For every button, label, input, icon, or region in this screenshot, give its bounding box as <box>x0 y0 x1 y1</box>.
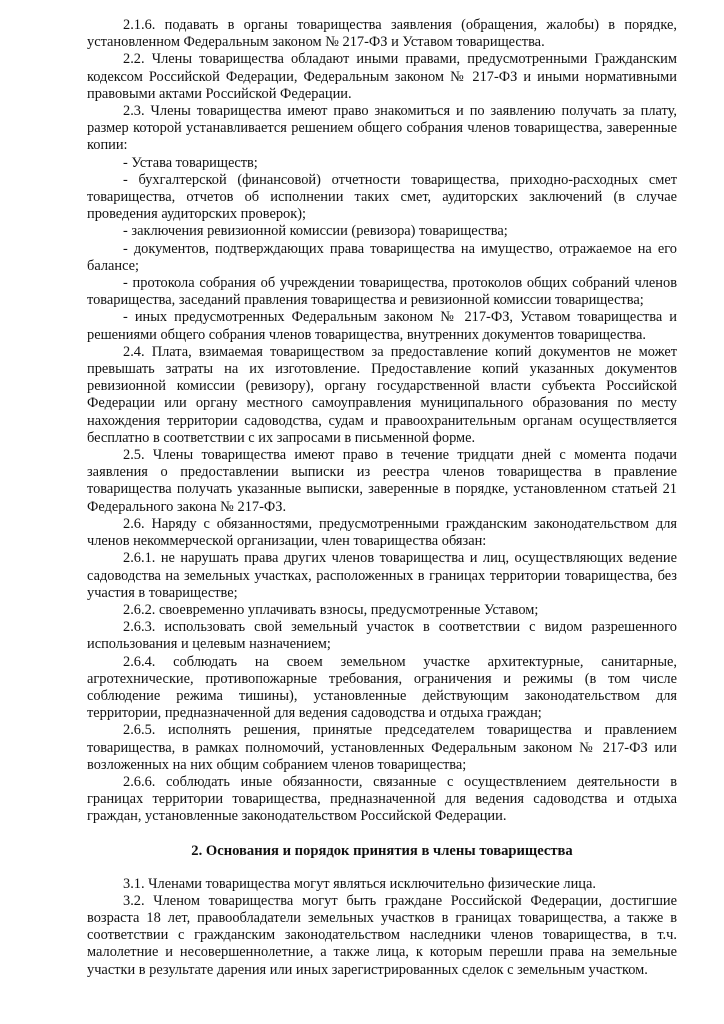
paragraph-2-1-6: 2.1.6. подавать в органы товарищества заявления (обращения, жалобы) в порядке, установленном Федеральным законом № 217-ФЗ и Уставом товарищества. <box>87 17 677 51</box>
paragraph-2-5: 2.5. Члены товарищества имеют право в течение тридцати дней с момента подачи заявления о предоставлении выписки из реестра членов товарищества в правление товарищества получать указанные выписки, заверенные в порядке, установленном статьей 21 Федерального закона № 217-ФЗ. <box>87 447 677 515</box>
paragraph-2-4: 2.4. Плата, взимаемая товариществом за предоставление копий документов не может превышать затраты на их изготовление. Предоставление копий указанных документов ревизионной комиссии (ревизору), органу государственной власти субъекта Российской Федерации или органу местного самоуправления муниципального образования по месту нахождения территории садоводства, судам и правоохранительным органам осуществляется бесплатно в соответствии с их запросами в письменной форме. <box>87 343 677 446</box>
list-2-3 <box>87 155 677 344</box>
document-body <box>87 17 677 979</box>
section-heading: 2. Основания и порядок принятия в члены товарищества <box>191 842 573 859</box>
list-item: - протокола собрания об учреждении товарищества, протоколов общих собраний членов товарищества, заседаний правления товарищества и ревизионной комиссии товарищества; <box>87 275 677 309</box>
paragraph-2-6-1: 2.6.1. не нарушать права других членов товарищества и лиц, осуществляющих ведение садоводства на земельных участках, расположенных в границах территории товарищества, без участия в товариществе; <box>87 550 677 601</box>
spacer <box>87 860 677 876</box>
paragraph-2-6-3: 2.6.3. использовать свой земельный участок в соответствии с видом разрешенного использования и целевым назначением; <box>87 619 677 653</box>
list-item: - бухгалтерской (финансовой) отчетности товарищества, приходно-расходных смет товарищества, отчетов об исполнении таких смет, аудиторских заключений (в случае проведения аудиторских проверок); <box>87 171 677 223</box>
paragraph-3-2: 3.2. Членом товарищества могут быть граждане Российской Федерации, достигшие возраста 18 лет, правообладатели земельных участков в границах товарищества, а также в соответствии с гражданским законодательством наследники членов товарищества, в т.ч. малолетние и несовершеннолетние, а также лица, к которым перешли права на земельные участки в результате дарения или иных зарегистрированных сделок с земельным участком. <box>87 892 677 978</box>
list-item: - документов, подтверждающих права товарищества на имущество, отражаемое на его балансе; <box>87 240 677 274</box>
paragraph-2-6-2: 2.6.2. своевременно уплачивать взносы, предусмотренные Уставом; <box>123 601 539 618</box>
paragraph-2-3: 2.3. Члены товарищества имеют право знакомиться и по заявлению получать за плату, размер которой устанавливается решением общего собрания членов товарищества, заверенные копии: <box>87 103 677 154</box>
paragraph-2-6-6: 2.6.6. соблюдать иные обязанности, связанные с осуществлением деятельности в границах территории товарищества, предназначенной для ведения садоводства и отдыха граждан, установленные законодательством Российской Федерации. <box>87 773 677 825</box>
paragraph-2-6: 2.6. Наряду с обязанностями, предусмотренными гражданским законодательством для членов некоммерческой организации, член товарищества обязан: <box>87 515 677 550</box>
paragraph-2-6-4: 2.6.4. соблюдать на своем земельном участке архитектурные, санитарные, агротехнические, противопожарные требования, ограничения и режимы (в том числе соблюдение режима тишины), установленные действующим законодательством для территории, предназначенной для ведения садоводства и отдыха граждан; <box>87 653 677 722</box>
paragraph-2-2: 2.2. Члены товарищества обладают иными правами, предусмотренными Гражданским кодексом Российской Федерации, Федеральным законом № 217-ФЗ и иными нормативными правовыми актами Российской Федерации. <box>87 51 677 102</box>
list-item: - заключения ревизионной комиссии (ревизора) товарищества; <box>123 223 508 240</box>
list-item: - иных предусмотренных Федеральным законом № 217-ФЗ, Уставом товарищества и решениями общего собрания членов товарищества, внутренних документов товарищества. <box>87 309 677 343</box>
list-item: - Устава товарищеcтв; <box>123 154 258 171</box>
paragraph-2-6-5: 2.6.5. исполнять решения, принятые председателем товарищества и правлением товарищества, в рамках полномочий, установленных Федеральным законом № 217-ФЗ или возложенных на них общим собранием членов товарищества; <box>87 722 677 773</box>
paragraph-3-1: 3.1. Членами товарищества могут являться исключительно физические лица. <box>123 875 596 892</box>
spacer <box>87 826 677 842</box>
